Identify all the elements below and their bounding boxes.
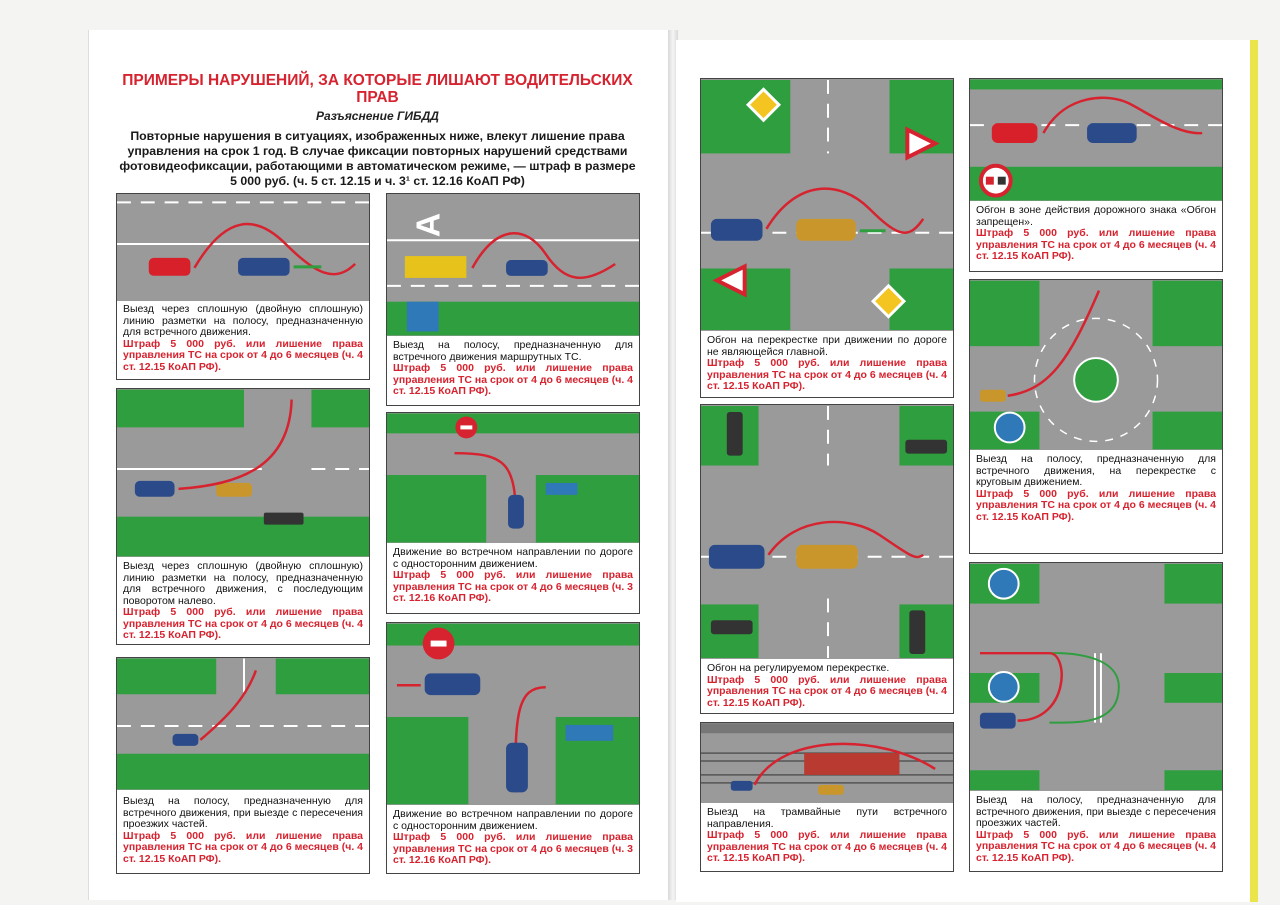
violation-card-1	[116, 193, 370, 380]
violation-card-2	[386, 193, 640, 406]
illustration-one-way-turn	[387, 623, 639, 805]
violation-card-5	[116, 657, 370, 874]
card-fine: Штраф 5 000 руб. или лишение права управления ТС на срок от 4 до 6 месяцев (ч. 4 ст. 12.15 КоАП РФ).	[707, 829, 947, 864]
violation-card-7	[700, 78, 954, 398]
card-caption	[393, 547, 633, 605]
card-description: Движение во встречном направлении по дороге с односторонним движением.	[393, 546, 633, 570]
card-description: Выезд на полосу, предназначенную для встречного движения, на перекрестке с круговым движением.	[976, 453, 1216, 488]
card-caption	[976, 795, 1216, 864]
card-description: Движение во встречном направлении по дороге с односторонним движением.	[393, 808, 633, 832]
svg-text:А: А	[409, 212, 448, 238]
illustration-intersection-exit	[117, 658, 369, 790]
article-header	[115, 72, 640, 189]
violation-card-12	[969, 562, 1223, 872]
article-intro: Повторные нарушения в ситуациях, изображенных ниже, влекут лишение права управления на срок 1 год. В случае фиксации повторных нарушений средствами фотовидеофиксации, работающими в автоматическом режиме, — штраф в размере 5 000 руб. (ч. 5 ст. 12.15 и ч. 3¹ ст. 12.16 КоАП РФ)	[119, 129, 636, 188]
card-caption	[707, 807, 947, 865]
card-description: Выезд на полосу, предназначенную для встречного движения, при выезде с пересечения проезжих частей.	[976, 794, 1216, 829]
article-subtitle: Разъяснение ГИБДД	[316, 109, 439, 123]
violation-card-3	[116, 388, 370, 645]
card-caption	[707, 335, 947, 393]
card-description: Выезд на полосу, предназначенную для встречного движения, при выезде с пересечения проезжих частей.	[123, 795, 363, 830]
card-fine: Штраф 5 000 руб. или лишение права управления ТС на срок от 4 до 6 месяцев (ч. 4 ст. 12.15 КоАП РФ).	[976, 227, 1216, 262]
card-fine: Штраф 5 000 руб. или лишение права управления ТС на срок от 4 до 6 месяцев (ч. 4 ст. 12.15 КоАП РФ).	[707, 673, 947, 709]
card-description: Обгон в зоне действия дорожного знака «Обгон запрещен».	[976, 204, 1216, 228]
card-description: Выезд на трамвайные пути встречного направления.	[707, 806, 947, 830]
card-caption	[393, 809, 633, 867]
card-description: Обгон на перекрестке при движении по дороге не являющейся главной.	[707, 334, 947, 358]
violation-card-8	[969, 78, 1223, 272]
violation-card-4	[386, 412, 640, 614]
card-description: Выезд на полосу, предназначенную для встречного движения маршрутных ТС.	[393, 339, 633, 363]
card-caption	[123, 304, 363, 373]
card-fine: Штраф 5 000 руб. или лишение права управления ТС на срок от 4 до 6 месяцев (ч. 4 ст. 12.15 КоАП РФ).	[123, 829, 363, 865]
card-fine: Штраф 5 000 руб. или лишение права управления ТС на срок от 4 до 6 месяцев (ч. 4 ст. 12.15 КоАП РФ).	[123, 606, 363, 641]
card-caption	[707, 663, 947, 709]
card-fine: Штраф 5 000 руб. или лишение права управления ТС на срок от 4 до 6 месяцев (ч. 4 ст. 12.15 КоАП РФ).	[707, 357, 947, 392]
card-caption	[123, 796, 363, 865]
card-fine: Штраф 5 000 руб. или лишение права управления ТС на срок от 4 до 6 месяцев (ч. 4 ст. 12.15 КоАП РФ).	[123, 337, 363, 373]
card-fine: Штраф 5 000 руб. или лишение права управления ТС на срок от 4 до 6 месяцев (ч. 4 ст. 12.15 КоАП РФ).	[393, 362, 633, 397]
page-edge	[1250, 40, 1258, 902]
card-caption	[123, 561, 363, 642]
illustration-regulated-intersection	[701, 405, 953, 659]
illustration-route-lane	[387, 194, 639, 336]
card-caption	[976, 454, 1216, 523]
card-description: Выезд через сплошную (двойную сплошную) линию разметки на полосу, предназначенную для встречного движения.	[123, 303, 363, 338]
violation-card-6	[386, 622, 640, 874]
card-description: Выезд через сплошную (двойную сплошную) линию разметки на полосу, предназначенную для встречного движения, с последующим поворотом налево.	[123, 560, 363, 607]
violation-card-9	[700, 404, 954, 714]
violation-card-10	[969, 279, 1223, 554]
card-fine: Штраф 5 000 руб. или лишение права управления ТС на срок от 4 до 6 месяцев (ч. 3 ст. 12.16 КоАП РФ).	[393, 831, 633, 866]
card-fine: Штраф 5 000 руб. или лишение права управления ТС на срок от 4 до 6 месяцев (ч. 4 ст. 12.15 КоАП РФ).	[976, 828, 1216, 864]
card-description: Обгон на регулируемом перекрестке.	[707, 662, 890, 674]
violation-card-11	[700, 722, 954, 872]
card-fine: Штраф 5 000 руб. или лишение права управления ТС на срок от 4 до 6 месяцев (ч. 3 ст. 12.16 КоАП РФ).	[393, 569, 633, 604]
illustration-tram-tracks	[701, 723, 953, 803]
illustration-no-overtaking-zone	[970, 79, 1222, 201]
illustration-overtake-solid-line	[117, 194, 369, 301]
card-caption	[976, 205, 1216, 263]
illustration-one-way-wrong-direction	[387, 413, 639, 543]
article-title: ПРИМЕРЫ НАРУШЕНИЙ, ЗА КОТОРЫЕ ЛИШАЮТ ВОДИТЕЛЬСКИХ ПРАВ	[122, 72, 633, 106]
illustration-u-turn-intersection	[970, 563, 1222, 791]
illustration-roundabout	[970, 280, 1222, 450]
card-caption	[393, 340, 633, 398]
card-fine: Штраф 5 000 руб. или лишение права управления ТС на срок от 4 до 6 месяцев (ч. 4 ст. 12.15 КоАП РФ).	[976, 487, 1216, 523]
illustration-overtake-non-main-road	[701, 79, 953, 331]
illustration-left-turn-solid	[117, 389, 369, 557]
